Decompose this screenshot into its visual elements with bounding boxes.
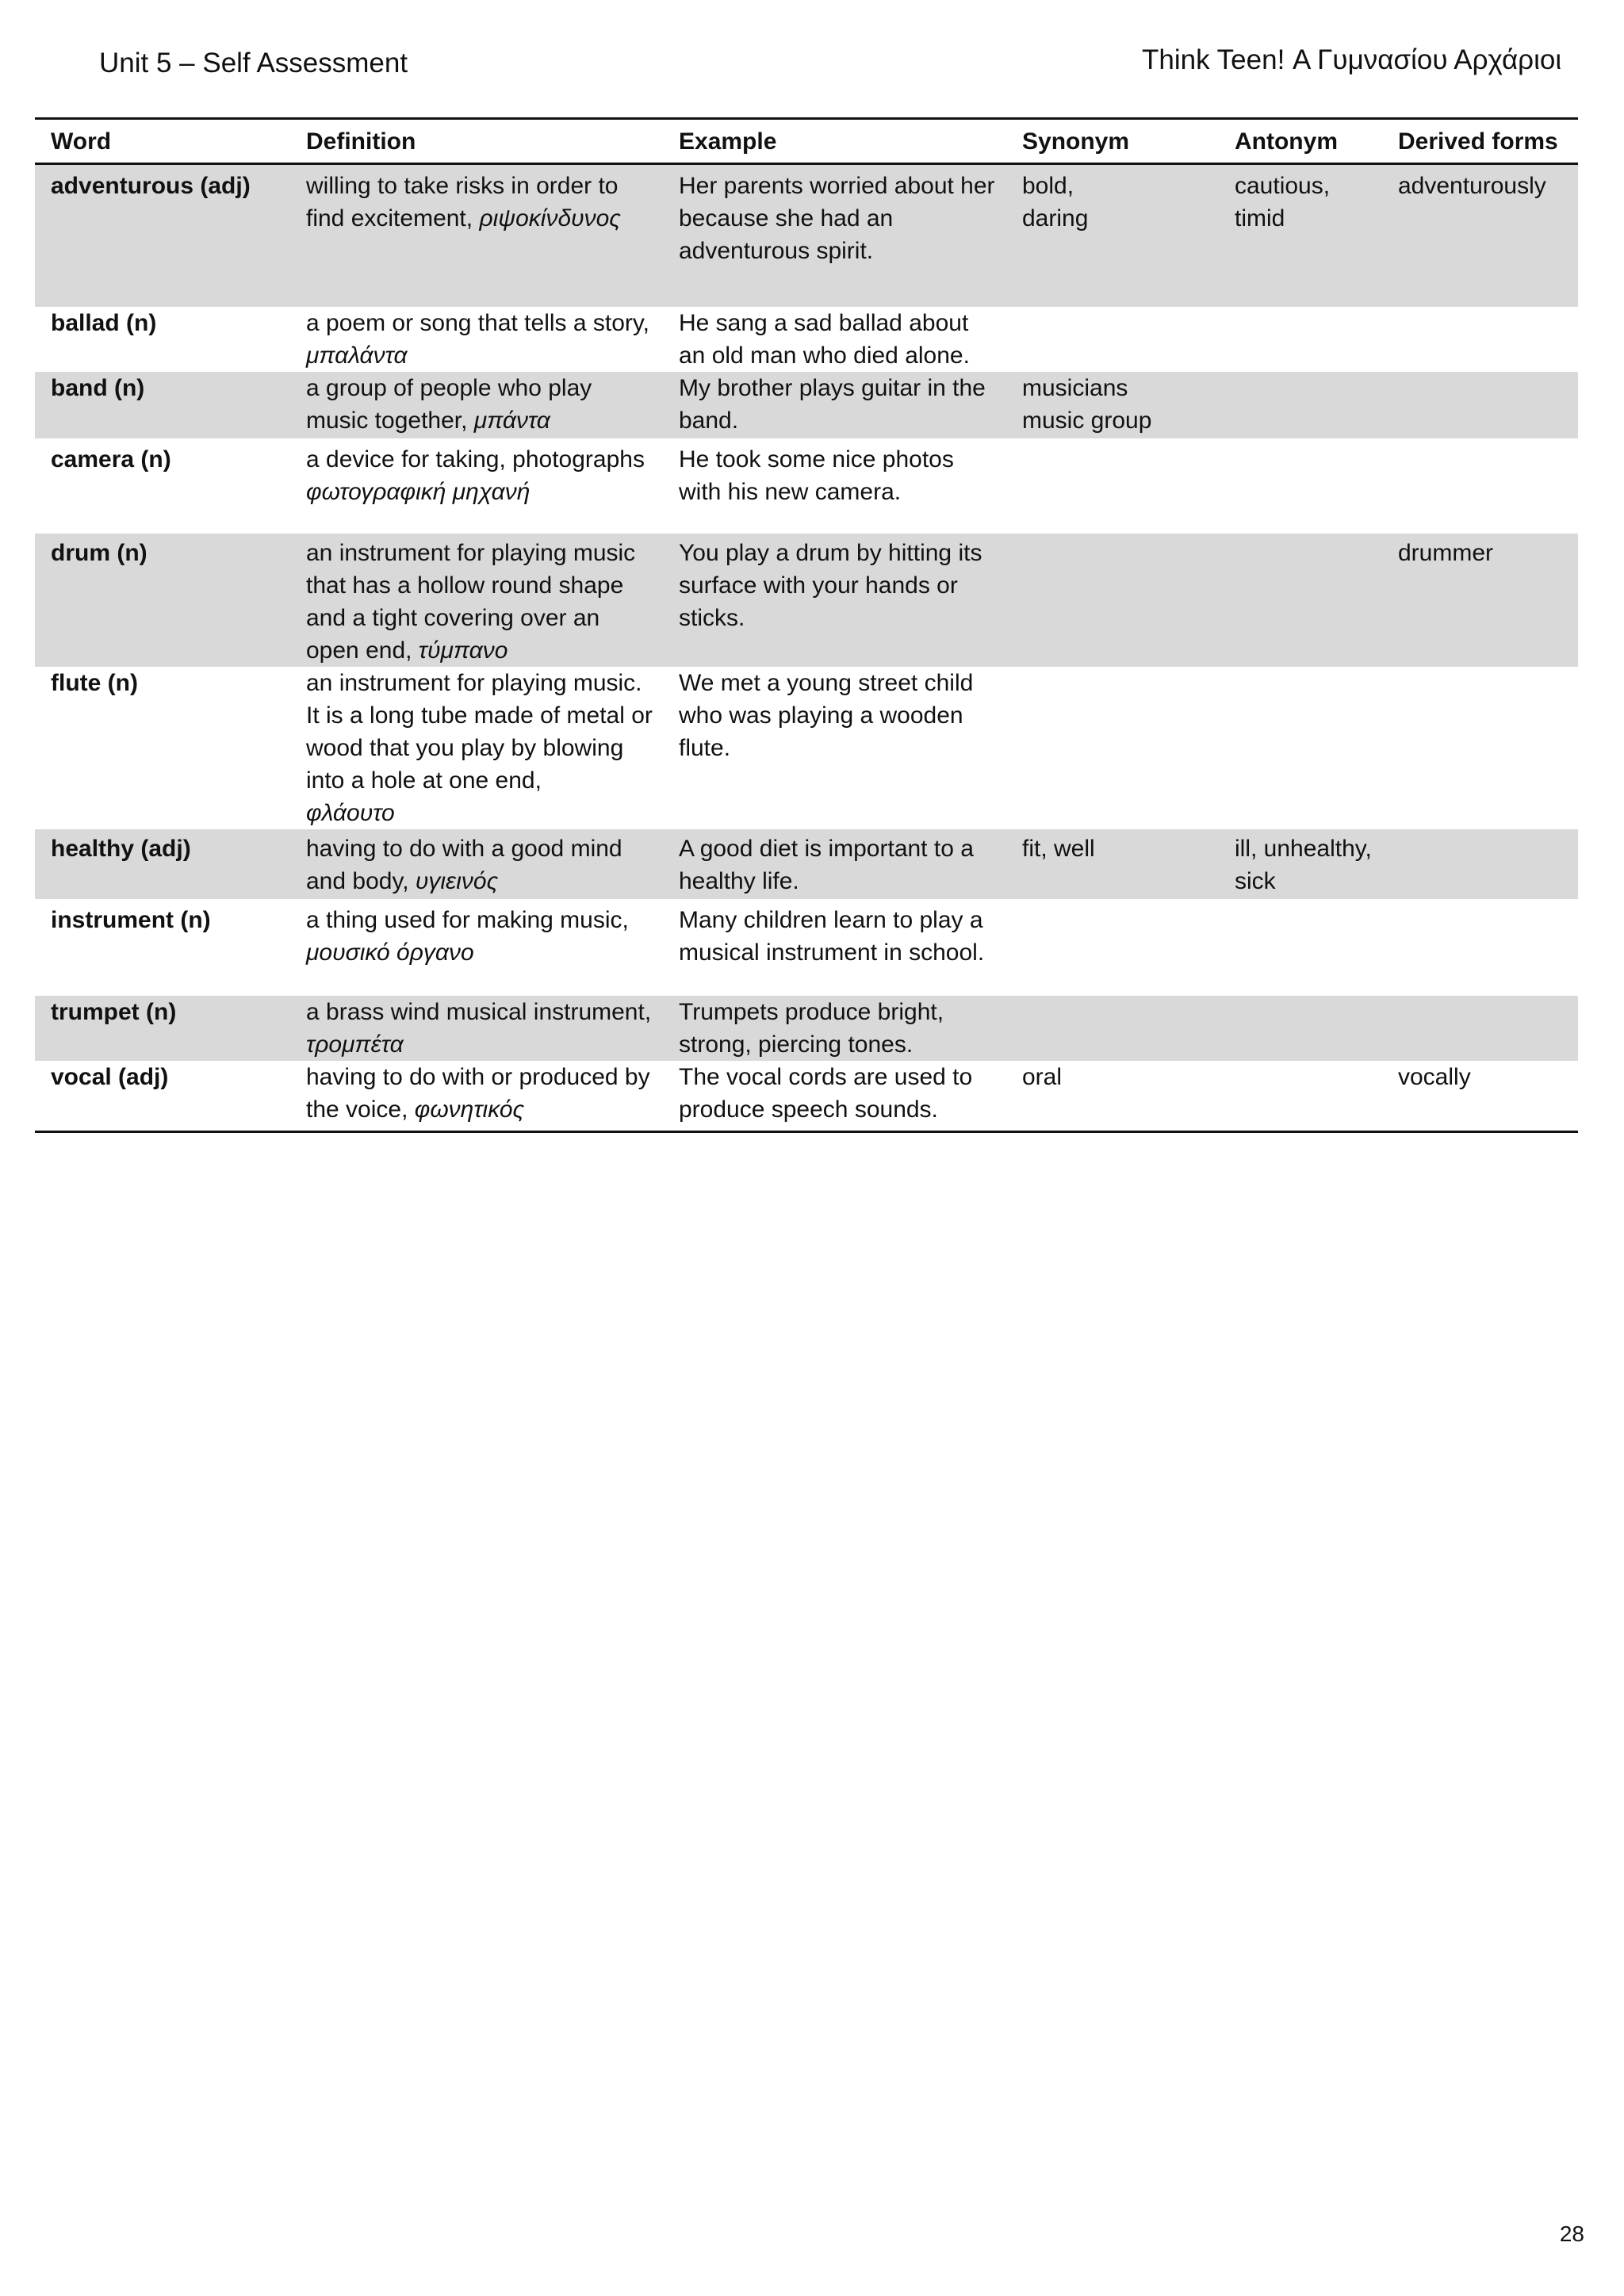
cell-definition [290, 899, 663, 996]
cell-word: vocal (adj) [35, 1061, 290, 1132]
table-row [35, 1061, 1578, 1132]
cell-synonym [1006, 307, 1219, 372]
cell-definition [290, 372, 663, 438]
greek-translation: φλάουτο [306, 799, 395, 826]
cell-antonym [1219, 996, 1382, 1061]
header-unit-title: Unit 5 – Self Assessment [99, 48, 408, 78]
cell-derived-forms: drummer [1382, 534, 1578, 667]
cell-definition [290, 1061, 663, 1132]
cell-word: trumpet (n) [35, 996, 290, 1061]
cell-example: The vocal cords are used to produce speech sounds. [663, 1061, 1006, 1132]
cell-example: A good diet is important to a healthy life. [663, 829, 1006, 899]
greek-translation: τύμπανο [418, 637, 508, 664]
cell-antonym [1219, 667, 1382, 829]
cell-synonym: fit, well [1006, 829, 1219, 899]
column-header-definition: Definition [290, 119, 663, 164]
definition-text: a thing used for making music, [306, 906, 629, 933]
cell-antonym [1219, 899, 1382, 996]
cell-derived-forms [1382, 667, 1578, 829]
cell-synonym [1006, 899, 1219, 996]
cell-antonym: ill, unhealthy, sick [1219, 829, 1382, 899]
greek-translation: ριψοκίνδυνος [479, 205, 621, 232]
greek-translation: τρομπέτα [306, 1031, 404, 1058]
table-row [35, 899, 1578, 996]
column-header-example: Example [663, 119, 1006, 164]
cell-example: You play a drum by hitting its surface with your hands or sticks. [663, 534, 1006, 667]
cell-definition [290, 667, 663, 829]
definition-text: an instrument for playing music that has a hollow round shape and a tight covering over an open end, [306, 539, 636, 664]
cell-word: adventurous (adj) [35, 164, 290, 307]
definition-text: willing to take risks in order to find excitement, [306, 173, 619, 232]
cell-antonym [1219, 534, 1382, 667]
greek-translation: μπαλάντα [306, 342, 408, 369]
table-header-row [35, 119, 1578, 164]
cell-word: instrument (n) [51, 906, 211, 933]
page-number: 28 [1559, 2221, 1584, 2246]
cell-antonym [1219, 438, 1382, 534]
definition-text: an instrument for playing music. It is a long tube made of metal or wood that you play by blowing into a hole at one end, [306, 669, 653, 794]
cell-definition [290, 996, 663, 1061]
greek-translation: μουσικό όργανο [306, 939, 474, 966]
greek-translation: φωνητικός [414, 1096, 525, 1123]
cell-example: He sang a sad ballad about an old man who died alone. [679, 309, 970, 369]
cell-definition [290, 438, 663, 534]
cell-antonym [1219, 307, 1382, 372]
cell-word: flute (n) [51, 669, 138, 696]
cell-word: camera (n) [51, 446, 171, 473]
cell-example: Her parents worried about her because she had an adventurous spirit. [663, 164, 1006, 307]
definition-text: having to do with or produced by the voice, [306, 1063, 650, 1123]
cell-definition [290, 307, 663, 372]
table-row [35, 307, 1578, 372]
cell-word: healthy (adj) [35, 829, 290, 899]
cell-word: band (n) [35, 372, 290, 438]
cell-derived-forms: adventurously [1382, 164, 1578, 307]
cell-example: He took some nice photos with his new camera. [679, 446, 954, 505]
definition-text: a poem or song that tells a story, [306, 309, 649, 336]
cell-example: Trumpets produce bright, strong, piercing tones. [663, 996, 1006, 1061]
table-row [35, 164, 1578, 307]
vocabulary-table [35, 117, 1578, 1133]
cell-word: drum (n) [35, 534, 290, 667]
table-row [35, 372, 1578, 438]
cell-derived-forms [1382, 829, 1578, 899]
cell-synonym [1006, 534, 1219, 667]
column-header-word: Word [35, 119, 290, 164]
cell-synonym: bold, daring [1006, 164, 1219, 307]
cell-derived-forms [1382, 899, 1578, 996]
cell-definition [290, 534, 663, 667]
cell-example: Many children learn to play a musical instrument in school. [679, 906, 985, 966]
cell-word: ballad (n) [51, 309, 157, 336]
cell-synonym: musicians music group [1006, 372, 1219, 438]
cell-synonym [1006, 667, 1219, 829]
table-row [35, 438, 1578, 534]
table-row [35, 996, 1578, 1061]
definition-text: having to do with a good mind and body, [306, 835, 622, 894]
cell-synonym [1006, 996, 1219, 1061]
cell-derived-forms [1382, 438, 1578, 534]
cell-definition [290, 829, 663, 899]
table-row [35, 829, 1578, 899]
cell-antonym [1219, 372, 1382, 438]
cell-derived-forms: vocally [1382, 1061, 1578, 1132]
cell-antonym [1219, 1061, 1382, 1132]
definition-text: a group of people who play music together, [306, 374, 592, 434]
column-header-derived-forms: Derived forms [1382, 119, 1578, 164]
cell-antonym: cautious, timid [1219, 164, 1382, 307]
greek-translation: υγιεινός [415, 867, 499, 894]
column-header-synonym: Synonym [1006, 119, 1219, 164]
table-row [35, 534, 1578, 667]
column-header-antonym: Antonym [1219, 119, 1382, 164]
cell-definition [290, 164, 663, 307]
cell-derived-forms [1382, 996, 1578, 1061]
definition-text: a device for taking, photographs [306, 446, 645, 473]
definition-text: a brass wind musical instrument, [306, 998, 652, 1025]
header-book-title: Think Teen! Α Γυμνασίου Αρχάριοι [1142, 44, 1562, 75]
cell-synonym: oral [1006, 1061, 1219, 1132]
greek-translation: φωτογραφική μηχανή [306, 478, 530, 505]
cell-synonym [1006, 438, 1219, 534]
cell-example: My brother plays guitar in the band. [663, 372, 1006, 438]
greek-translation: μπάντα [473, 407, 550, 434]
table-row [35, 667, 1578, 829]
cell-example: We met a young street child who was playing a wooden flute. [679, 669, 974, 761]
cell-derived-forms [1382, 307, 1578, 372]
cell-derived-forms [1382, 372, 1578, 438]
